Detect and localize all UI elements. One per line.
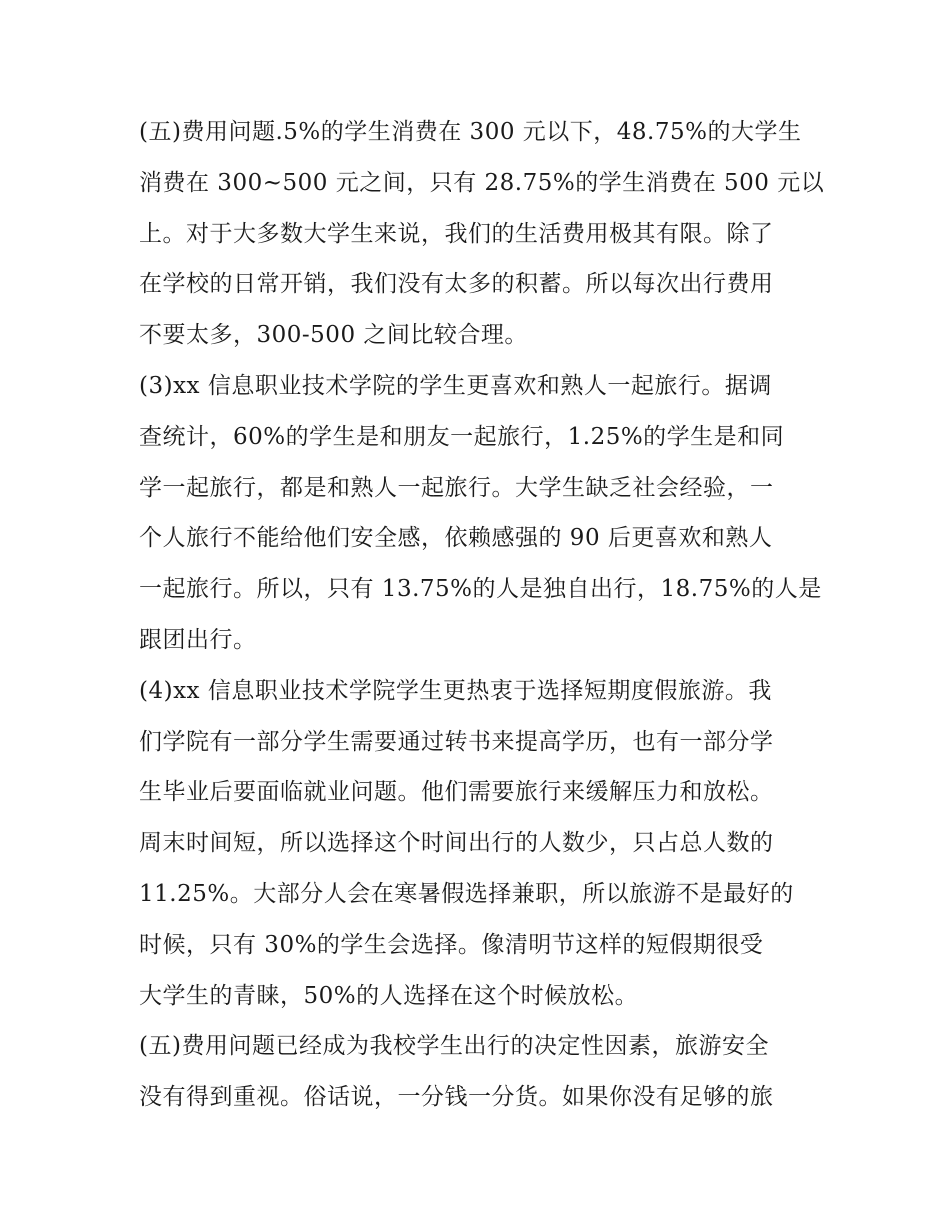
text-line: 学一起旅行，都是和熟人一起旅行。大学生缺乏社会经验，一: [139, 474, 774, 501]
text-line: 大学生的青睐，50%的人选择在这个时候放松。: [139, 982, 639, 1009]
document-body: [139, 107, 825, 1123]
paragraph-expense-distribution: [139, 107, 825, 361]
text-line: 在学校的日常开销，我们没有太多的积蓄。所以每次出行费用: [139, 271, 774, 298]
text-line: 们学院有一部分学生需要通过转书来提高学历，也有一部分学: [139, 728, 774, 755]
text-line: 生毕业后要面临就业问题。他们需要旅行来缓解压力和放松。: [139, 779, 774, 806]
text-line: 没有得到重视。俗话说，一分钱一分货。如果你没有足够的旅: [139, 1084, 774, 1111]
text-line: (3)xx 信息职业技术学院的学生更喜欢和熟人一起旅行。据调: [139, 372, 772, 399]
text-line: 周末时间短，所以选择这个时间出行的人数少，只占总人数的: [139, 830, 774, 857]
text-line: (4)xx 信息职业技术学院学生更热衷于选择短期度假旅游。我: [139, 677, 772, 704]
paragraph-short-vacation: [139, 666, 819, 1022]
text-line: 不要太多，300-500 之间比较合理。: [139, 322, 528, 349]
text-line: (五)费用问题已经成为我校学生出行的决定性因素，旅游安全: [139, 1033, 769, 1060]
paragraph-expense-safety: [139, 1021, 819, 1123]
text-line: 上。对于大多数大学生来说，我们的生活费用极其有限。除了: [139, 220, 774, 247]
text-line: 消费在 300~500 元之间，只有 28.75%的学生消费在 500 元以: [139, 169, 825, 196]
text-line: 一起旅行。所以，只有 13.75%的人是独自出行，18.75%的人是: [139, 576, 822, 603]
paragraph-travel-companions: [139, 361, 822, 666]
text-line: 查统计，60%的学生是和朋友一起旅行，1.25%的学生是和同: [139, 423, 785, 450]
text-line: 11.25%。大部分人会在寒暑假选择兼职，所以旅游不是最好的: [139, 880, 794, 907]
text-line: 时候，只有 30%的学生会选择。像清明节这样的短假期很受: [139, 931, 764, 958]
text-line: 跟团出行。: [139, 626, 257, 653]
text-line: (五)费用问题.5%的学生消费在 300 元以下，48.75%的大学生: [139, 119, 802, 145]
text-line: 个人旅行不能给他们安全感，依赖感强的 90 后更喜欢和熟人: [139, 525, 773, 552]
